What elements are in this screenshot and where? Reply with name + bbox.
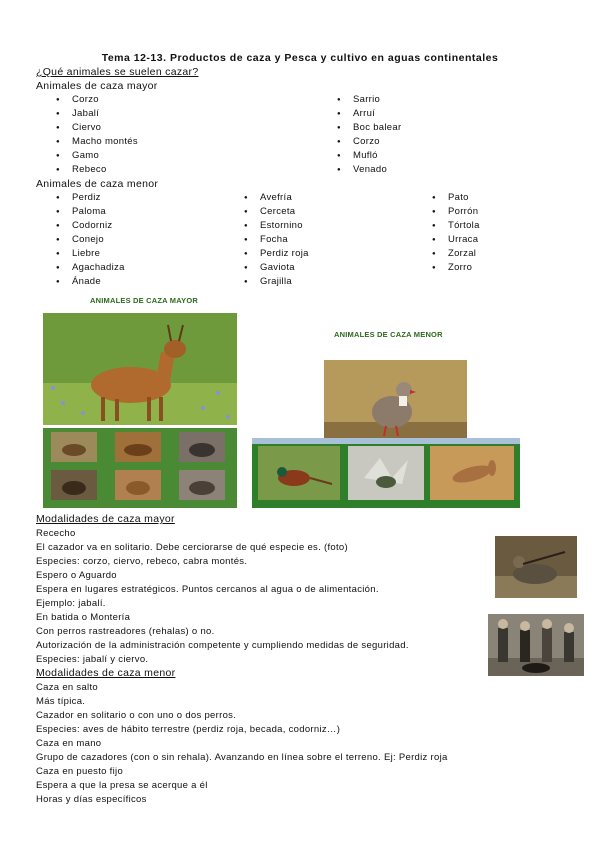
text-line: Con perros rastreadores (rehalas) o no. [36, 626, 215, 637]
list-item: ● Ánade [56, 275, 125, 289]
list-item: ● Agachadiza [56, 261, 125, 275]
roe-deer-photo [43, 313, 237, 425]
hunting-party-photo [488, 614, 584, 676]
text-line: Caza en salto [36, 682, 98, 693]
text-line: Rececho [36, 528, 76, 539]
list-item: ● Porrón [432, 205, 480, 219]
text-line: Más típica. [36, 696, 86, 707]
text-line: Espera a que la presa se acerque a él [36, 780, 208, 791]
list-item: ● Liebre [56, 247, 125, 261]
list-item: ● Urraca [432, 233, 480, 247]
caza-mayor-collage [43, 428, 237, 508]
list-item: ● Corzo [337, 135, 401, 149]
caza-menor-list-1 [56, 191, 125, 289]
list-item: ● Corzo [56, 93, 138, 107]
list-item: ● Jabalí [56, 107, 138, 121]
list-item: ● Perdiz roja [244, 247, 309, 261]
list-item: ● Cerceta [244, 205, 309, 219]
text-line: Autorización de la administración competente y cumpliendo medidas de seguridad. [36, 640, 409, 651]
list-item: ● Arruí [337, 107, 401, 121]
list-item: ● Perdiz [56, 191, 125, 205]
caza-mayor-list-1 [56, 93, 138, 177]
list-item: ● Focha [244, 233, 309, 247]
text-line: Cazador en solitario o con uno o dos perros. [36, 710, 237, 721]
text-line: Espero o Aguardo [36, 570, 117, 581]
text-line: En batida o Montería [36, 612, 131, 623]
list-item: ● Paloma [56, 205, 125, 219]
list-item: ● Boc balear [337, 121, 401, 135]
list-item: ● Rebeco [56, 163, 138, 177]
page-title: Tema 12-13. Productos de caza y Pesca y cultivo en aguas continentales [101, 52, 499, 64]
caza-menor-caption: ANIMALES DE CAZA MENOR [334, 330, 443, 339]
text-line: Especies: corzo, ciervo, rebeco, cabra montés. [36, 556, 248, 567]
list-item: ● Gaviota [244, 261, 309, 275]
text-line: Ejemplo: jabalí. [36, 598, 106, 609]
text-line: Especies: aves de hábito terrestre (perdiz roja, becada, codorniz…) [36, 724, 341, 735]
modalidades-mayor-heading: Modalidades de caza mayor [36, 513, 175, 525]
text-line: El cazador va en solitario. Debe cerciorarse de qué especie es. (foto) [36, 542, 348, 553]
text-line: Horas y días específicos [36, 794, 147, 805]
list-item: ● Estornino [244, 219, 309, 233]
caza-menor-collage [252, 438, 520, 508]
list-item: ● Macho montés [56, 135, 138, 149]
list-item: ● Tórtola [432, 219, 480, 233]
list-item: ● Zorzal [432, 247, 480, 261]
question-heading: ¿Qué animales se suelen cazar? [36, 66, 199, 78]
text-line: Espera en lugares estratégicos. Puntos cercanos al agua o de alimentación. [36, 584, 379, 595]
list-item: ● Conejo [56, 233, 125, 247]
list-item: ● Gamo [56, 149, 138, 163]
caza-menor-list-3 [432, 191, 480, 275]
caza-menor-label: Animales de caza menor [36, 178, 159, 190]
text-line: Grupo de cazadores (con o sin rehala). Avanzando en línea sobre el terreno. Ej: Perdiz roja [36, 752, 448, 763]
caza-mayor-caption: ANIMALES DE CAZA MAYOR [90, 296, 199, 305]
list-item: ● Avefría [244, 191, 309, 205]
text-line: Especies: jabalí y ciervo. [36, 654, 149, 665]
caza-mayor-label: Animales de caza mayor [36, 80, 158, 92]
modalidades-menor-heading: Modalidades de caza menor [36, 667, 176, 679]
hunter-photo [495, 536, 577, 598]
list-item: ● Codorniz [56, 219, 125, 233]
list-item: ● Grajilla [244, 275, 309, 289]
partridge-photo [324, 360, 467, 442]
caza-menor-list-2 [244, 191, 309, 289]
list-item: ● Sarrio [337, 93, 401, 107]
list-item: ● Pato [432, 191, 480, 205]
list-item: ● Venado [337, 163, 401, 177]
list-item: ● Ciervo [56, 121, 138, 135]
list-item: ● Zorro [432, 261, 480, 275]
caza-mayor-list-2 [337, 93, 401, 177]
list-item: ● Mufló [337, 149, 401, 163]
text-line: Caza en mano [36, 738, 102, 749]
text-line: Caza en puesto fijo [36, 766, 124, 777]
